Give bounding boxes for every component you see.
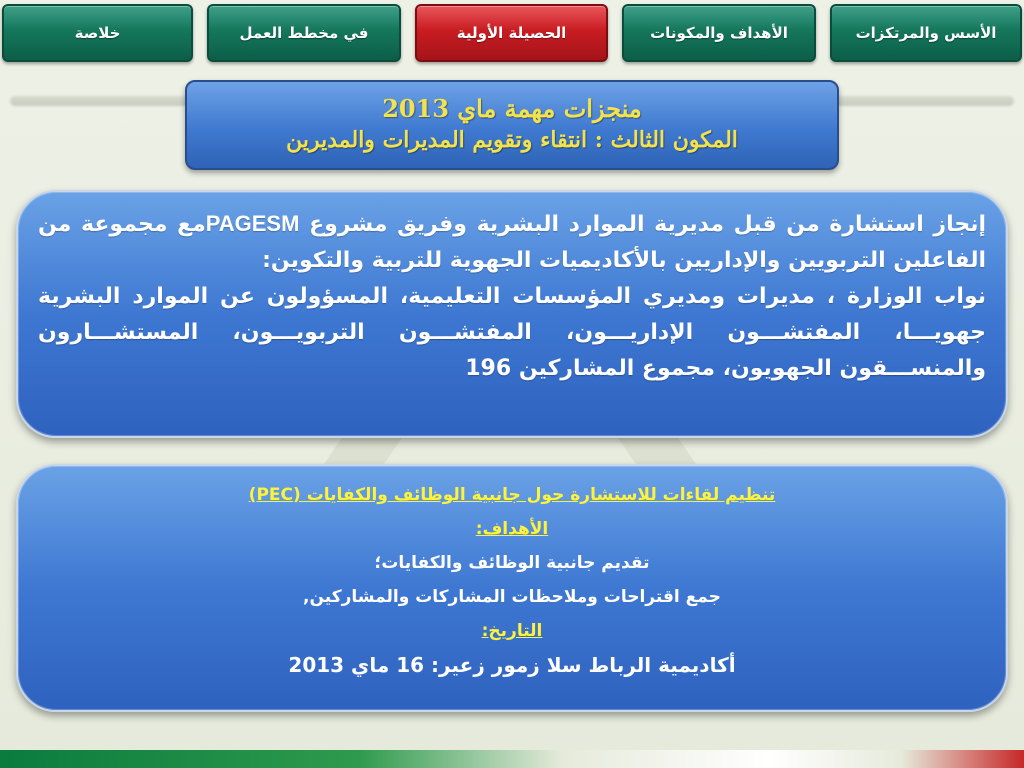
- meetings-heading: تنظيم لقاءات للاستشارة حول جانبية الوظائف والكفايات (PEC): [248, 485, 776, 505]
- footer-color-bar: [0, 750, 1024, 768]
- meetings-panel: [16, 464, 1008, 712]
- consultation-text-part1: إنجاز استشارة من قبل مديرية الموارد البشرية وفريق مشروع: [299, 212, 986, 237]
- tab-goals-components-label: الأهداف والمكونات: [650, 24, 788, 42]
- participants-text: نواب الوزارة ، مديرات ومديري المؤسسات التعليمية، المسؤولون عن الموارد البشرية جهويـــا، المفتشـــون الإداريـــون، المفتشـــون التربويـــون، المستشـــارون والمنســـقون الجهويون، مجموع المشاركين 196: [38, 284, 986, 381]
- date-label: التاريخ:: [481, 621, 543, 641]
- slide-title-box: [185, 80, 839, 170]
- tab-foundations-label: الأسس والمرتكزات: [855, 24, 997, 42]
- tab-work-plan[interactable]: [207, 4, 401, 62]
- top-navigation: [0, 4, 1024, 62]
- consultation-text: [38, 206, 986, 387]
- tab-summary-label: خلاصة: [74, 24, 121, 42]
- goal-item-2: جمع اقتراحات وملاحظات المشاركات والمشاركين,: [303, 587, 721, 607]
- goal-item-1: تقديم جانبية الوظائف والكفايات؛: [374, 553, 650, 573]
- tab-goals-components[interactable]: [622, 4, 816, 62]
- project-name: PAGESM: [205, 211, 300, 236]
- date-value: أكاديمية الرباط سلا زمور زعير: 16 ماي 2013: [288, 653, 736, 677]
- slide-title: منجزات مهمة ماي 2013: [382, 94, 642, 123]
- tab-initial-results[interactable]: [415, 4, 608, 62]
- tab-summary[interactable]: [2, 4, 193, 62]
- tab-foundations[interactable]: [830, 4, 1022, 62]
- tab-work-plan-label: في مخطط العمل: [239, 24, 369, 42]
- slide-subtitle: المكون الثالث : انتقاء وتقويم المديرات والمديرين: [286, 127, 738, 153]
- goals-label: الأهداف:: [475, 519, 549, 539]
- consultation-panel: [16, 190, 1008, 438]
- tab-initial-results-label: الحصيلة الأولية: [456, 24, 567, 42]
- consultation-text-part2: مع مجموعة من الفاعلين التربويين والإداريين بالأكاديميات الجهوية للتربية والتكوين:: [38, 212, 986, 273]
